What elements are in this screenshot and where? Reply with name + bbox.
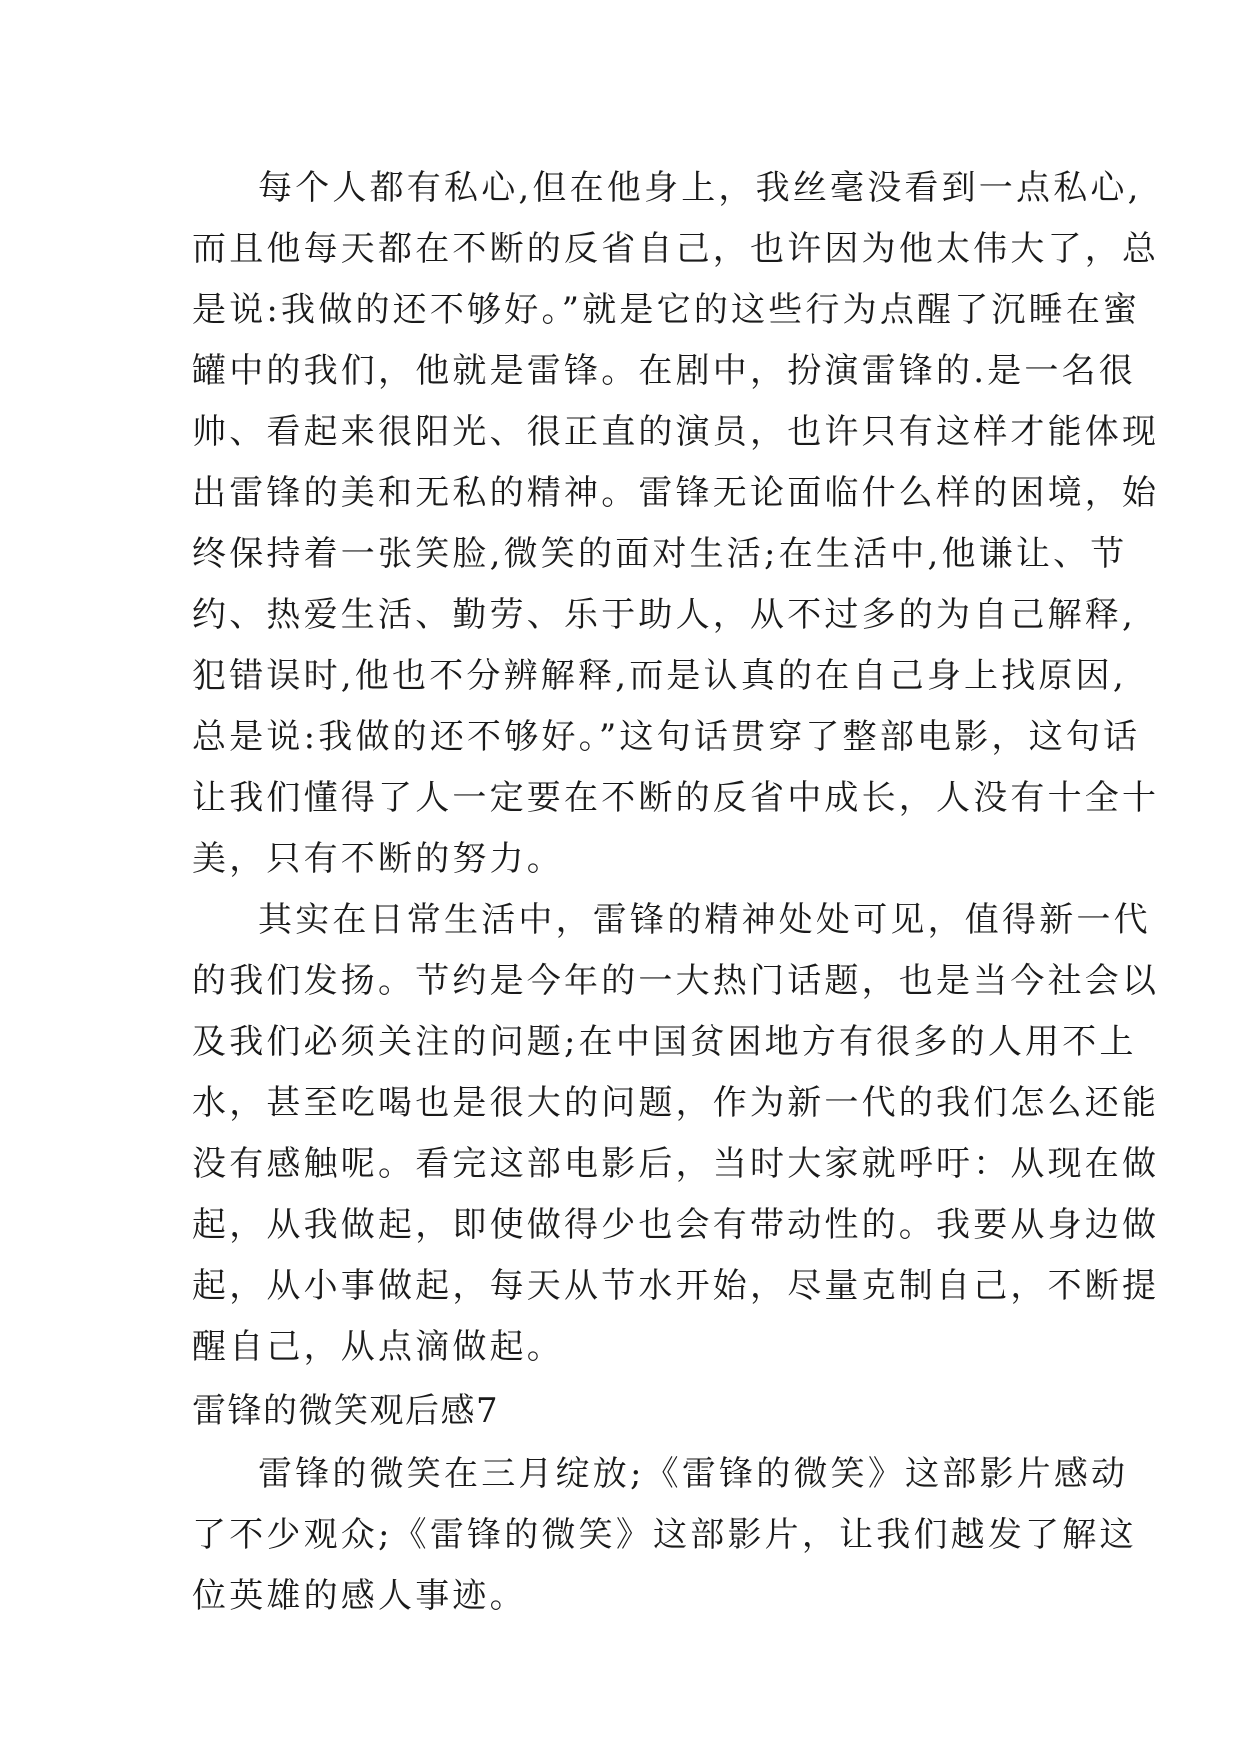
paragraph-2 [192,890,1160,1378]
text-line: 的我们发扬。节约是今年的一大热门话题，也是当今社会以 [192,961,1160,1001]
text-line: 其实在日常生活中，雷锋的精神处处可见，值得新一代 [258,900,1151,940]
text-line: 了不少观众;《雷锋的微笑》这部影片，让我们越发了解这 [192,1515,1137,1555]
text-line: 没有感触呢。看完这部电影后，当时大家就呼吁：从现在做 [192,1144,1160,1184]
text-line: 醒自己，从点滴做起。 [192,1327,564,1367]
paragraph-3 [192,1444,1137,1627]
text-line: 雷锋的微笑在三月绽放;《雷锋的微笑》这部影片感动 [258,1454,1129,1494]
text-line: 而且他每天都在不断的反省自己，也许因为他太伟大了，总 [192,229,1160,269]
text-line: 起，从我做起，即使做得少也会有带动性的。我要从身边做 [192,1205,1160,1245]
section-heading: 雷锋的微笑观后感7 [192,1391,500,1431]
text-line: 罐中的我们，他就是雷锋。在剧中，扮演雷锋的.是一名很 [192,351,1137,391]
text-line: 总是说:我做的还不够好。”这句话贯穿了整部电影，这句话 [192,717,1141,757]
text-line: 起，从小事做起，每天从节水开始，尽量克制自己，不断提 [192,1266,1160,1306]
text-line: 犯错误时,他也不分辨解释,而是认真的在自己身上找原因, [192,656,1127,696]
text-line: 美，只有不断的努力。 [192,839,564,879]
text-line: 帅、看起来很阳光、很正直的演员，也许只有这样才能体现 [192,412,1160,452]
text-line: 及我们必须关注的问题;在中国贫困地方有很多的人用不上 [192,1022,1137,1062]
text-line: 出雷锋的美和无私的精神。雷锋无论面临什么样的困境，始 [192,473,1160,513]
text-line: 水，甚至吃喝也是很大的问题，作为新一代的我们怎么还能 [192,1083,1160,1123]
text-line: 终保持着一张笑脸,微笑的面对生活;在生活中,他谦让、节 [192,534,1128,574]
text-line: 每个人都有私心,但在他身上，我丝毫没看到一点私心, [258,168,1142,208]
text-line: 让我们懂得了人一定要在不断的反省中成长，人没有十全十 [192,778,1160,818]
text-line: 是说:我做的还不够好。”就是它的这些行为点醒了沉睡在蜜 [192,290,1141,330]
text-line: 位英雄的感人事迹。 [192,1576,527,1616]
paragraph-1 [192,158,1160,890]
document-body [192,158,1160,1627]
text-line: 约、热爱生活、勤劳、乐于助人，从不过多的为自己解释, [192,595,1137,635]
